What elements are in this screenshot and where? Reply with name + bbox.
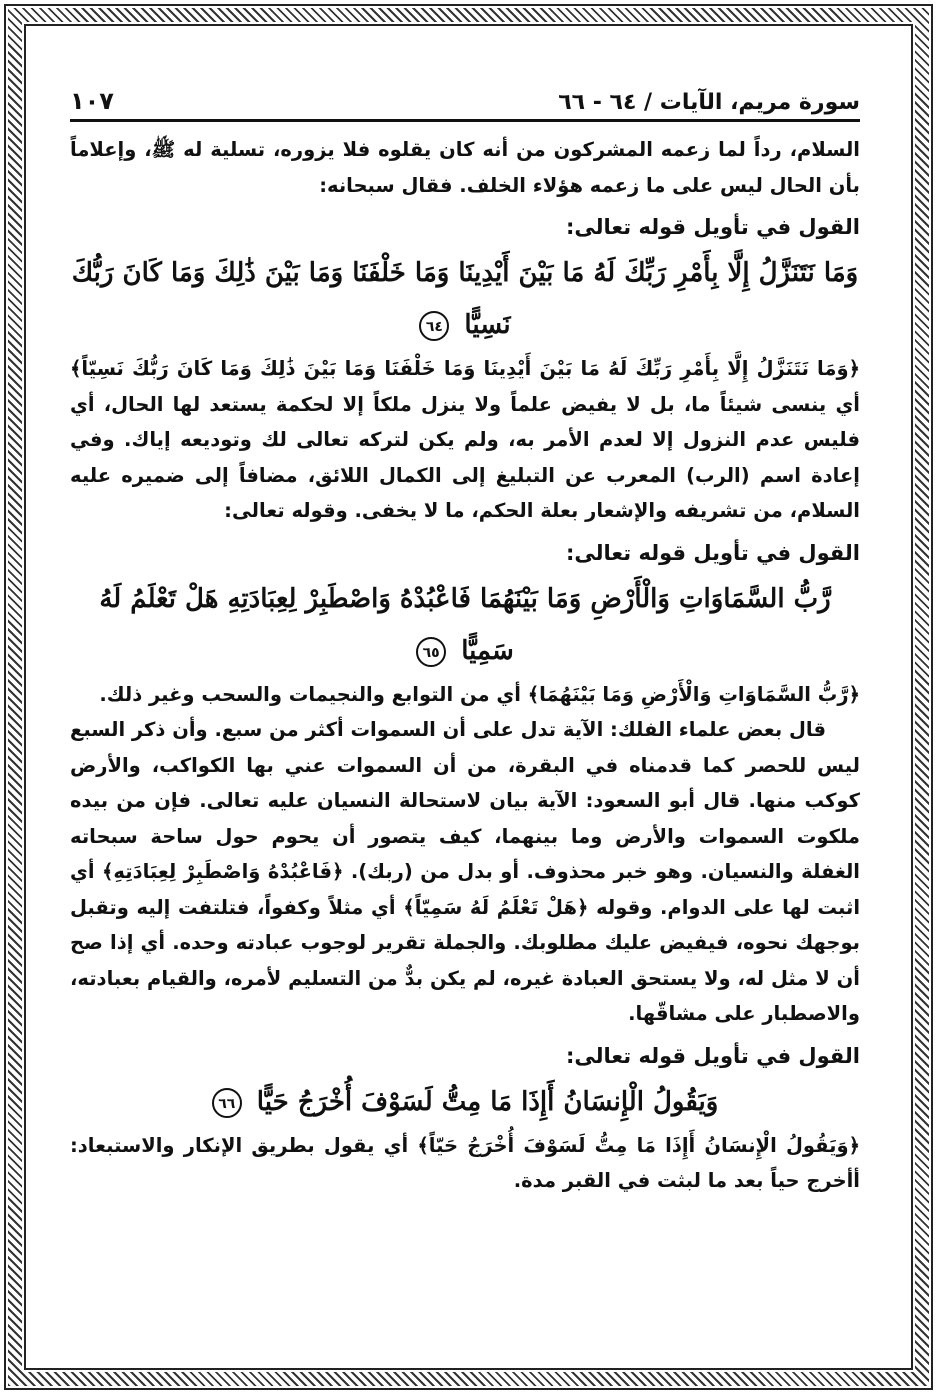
quran-verse-66: [70, 1076, 860, 1128]
paragraph-3: ﴿رَّبُّ السَّمَاوَاتِ وَالْأَرْضِ وَمَا بَيْنَهُمَا﴾ أي من التوابع والنجيمات والسحب وغير ذلك.: [99, 682, 860, 706]
running-title: سورة مريم، الآيات / ٦٤ - ٦٦: [558, 90, 860, 115]
section-heading-1: القول في تأويل قوله تعالى:: [566, 215, 860, 239]
quran-verse-65: [70, 573, 860, 677]
paragraph-5: ﴿وَيَقُولُ الْإِنسَانُ أَإِذَا مَا مِتُّ لَسَوْفَ أُخْرَجُ حَيّاً﴾ أي يقول بطريق الإنكار والاستبعاد: أأخرج حياً بعد ما لبثت في القبر مدة.: [70, 1133, 860, 1192]
verse-number-marker: ٦٥: [416, 637, 446, 667]
page-header: [70, 78, 860, 122]
paragraph-2: ﴿وَمَا نَتَنَزَّلُ إِلَّا بِأَمْرِ رَبِّكَ لَهُ مَا بَيْنَ أَيْدِينَا وَمَا خَلْفَنَا وَمَا بَيْنَ ذَٰلِكَ وَمَا كَانَ رَبُّكَ نَسِيّاً﴾ أي ينسى شيئاً ما، بل لا يفيض علماً ولا ينزل ملكاً إلا لحكمة يستعد لها الحال، أي فليس عدم النزول إلا لعدم الأمر به، ولم يكن لتركه تعالى لك وتوديعه إياك. وفي إعادة اسم (الرب) المعرب عن التبليغ إلى الكمال اللائق، مضافاً إلى ضميره عليه السلام، من تشريفه والإشعار بعلة الحكم، ما لا يخفى. وقوله تعالى:: [70, 357, 860, 522]
page-content: [70, 122, 860, 1199]
page-number: ١٠٧: [70, 87, 114, 115]
verse-number-marker: ٦٤: [419, 311, 449, 341]
paragraph-4: قال بعض علماء الفلك: الآية تدل على أن السموات أكثر من سبع. وأن ذكر السبع ليس للحصر كما قدمناه في البقرة، من أن السموات عني بها الكواكب، والأرض كوكب منها. قال أبو السعود: الآية بيان لاستحالة النسيان عليه تعالى. فإن من بيده ملكوت السموات والأرض وما بينهما، كيف يتصور أن يحوم حول ساحة سبحاته الغفلة والنسيان. وهو خبر محذوف. أو بدل من (ربك). ﴿فَاعْبُدْهُ وَاصْطَبِرْ لِعِبَادَتِهِ﴾ أي اثبت لها على الدوام. وقوله ﴿هَلْ تَعْلَمُ لَهُ سَمِيّاً﴾ أي مثلاً وكفواً، فتلتفت إليه وتقبل بوجهك نحوه، فيفيض عليك مطلوبك. والجملة تقرير لوجوب عبادته وحده. أي إذا صح أن لا مثل له، ولا يستحق العبادة غيره، لم يكن بدٌّ من التسليم لأمره، والقيام بعبادته، والاصطبار على مشاقّها.: [70, 718, 860, 1025]
verse-text: وَمَا نَتَنَزَّلُ إِلَّا بِأَمْرِ رَبِّكَ لَهُ مَا بَيْنَ أَيْدِينَا وَمَا خَلْفَنَا وَمَا بَيْنَ ذَٰلِكَ وَمَا كَانَ رَبُّكَ نَسِيًّا: [71, 258, 859, 340]
quran-verse-64: [70, 247, 860, 351]
section-heading-2: القول في تأويل قوله تعالى:: [566, 540, 860, 565]
verse-text: وَيَقُولُ الْإِنسَانُ أَإِذَا مَا مِتُّ لَسَوْفَ أُخْرَجُ حَيًّا: [256, 1086, 719, 1117]
verse-number-marker: ٦٦: [212, 1088, 242, 1118]
verse-text: رَّبُّ السَّمَاوَاتِ وَالْأَرْضِ وَمَا بَيْنَهُمَا فَاعْبُدْهُ وَاصْطَبِرْ لِعِبَادَتِهِ هَلْ تَعْلَمُ لَهُ سَمِيًّا: [99, 583, 831, 666]
page-body: [70, 78, 860, 1338]
paragraph-1: السلام، رداً لما زعمه المشركون من أنه كان يقلوه فلا يزوره، تسلية له ﷺ، وإعلاماً بأن الحال ليس على ما زعمه هؤلاء الخلف. فقال سبحانه:: [70, 138, 860, 197]
section-heading-3: القول في تأويل قوله تعالى:: [566, 1043, 860, 1068]
